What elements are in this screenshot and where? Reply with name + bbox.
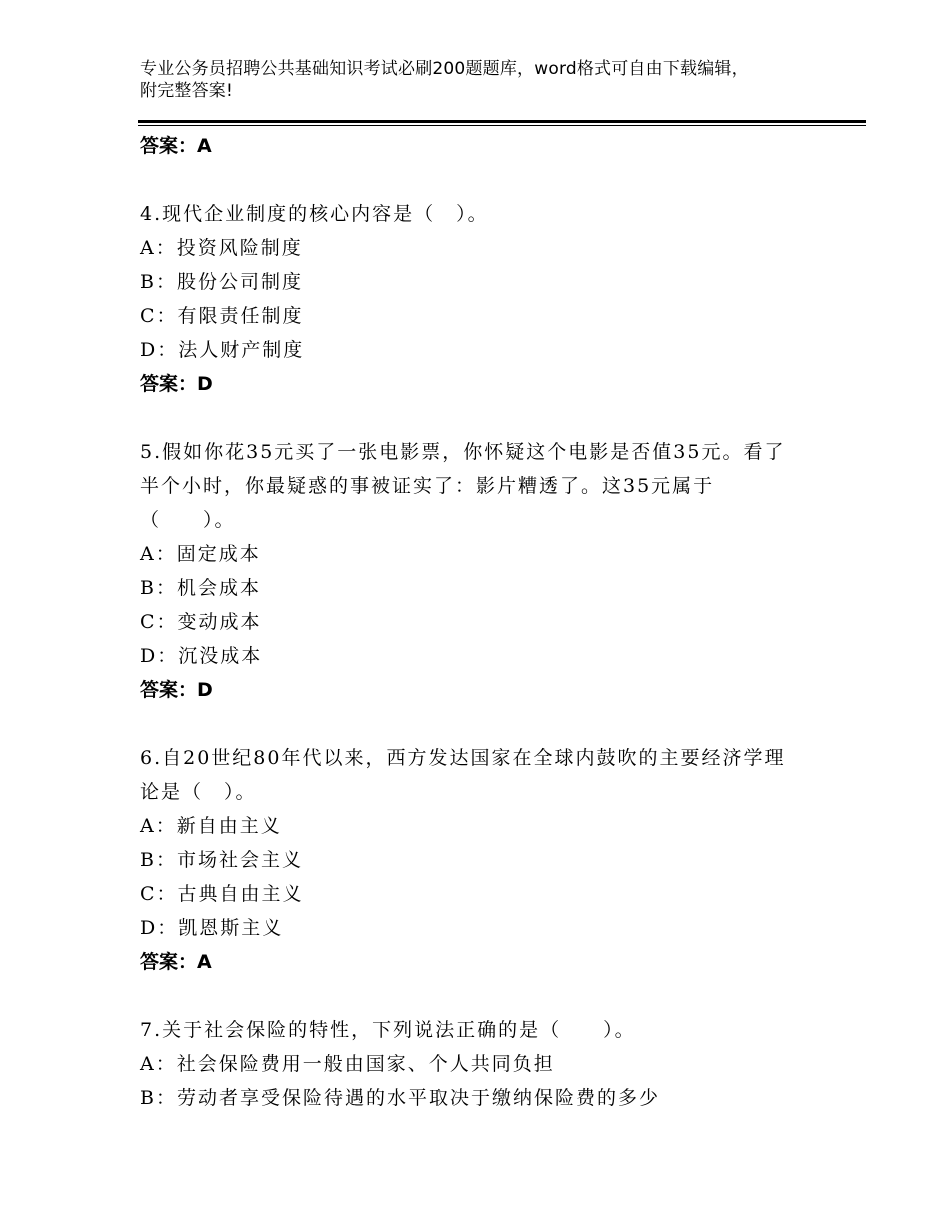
question-7 [140,1013,830,1115]
option-b: B：市场社会主义 [140,849,303,871]
answer: 答案：D [140,679,213,701]
question-list [140,129,830,1115]
option-c: C：变动成本 [140,611,262,633]
spacer [140,401,830,435]
answer: 答案：D [140,373,213,395]
question-stem: 半个小时，你最疑惑的事被证实了：影片糟透了。这35元属于 [140,475,715,497]
option-a: A：投资风险制度 [140,237,303,259]
option-a: A：固定成本 [140,543,261,565]
answer: 答案：A [140,951,212,973]
question-5 [140,435,830,707]
question-stem: 6.自20世纪80年代以来，西方发达国家在全球内鼓吹的主要经济学理 [140,747,786,769]
question-stem: 论是（ ）。 [140,781,257,803]
question-stem: 5.假如你花35元买了一张电影票，你怀疑这个电影是否值35元。看了 [140,441,786,463]
option-d: D：凯恩斯主义 [140,917,284,939]
spacer [140,979,830,1013]
question-stem: 4.现代企业制度的核心内容是（ ）。 [140,203,489,225]
header-line-2: 附完整答案! [140,81,234,101]
header-line-1: 专业公务员招聘公共基础知识考试必刷200题题库，word格式可自由下载编辑， [140,59,749,79]
answer-q3: 答案：A [140,135,212,157]
option-a: A：新自由主义 [140,815,282,837]
header-rule-thick [138,120,866,123]
question-4 [140,197,830,401]
option-d: D：沉没成本 [140,645,263,667]
spacer [140,163,830,197]
option-c: C：有限责任制度 [140,305,304,327]
option-a: A：社会保险费用一般由国家、个人共同负担 [140,1053,555,1075]
question-stem: 7.关于社会保险的特性，下列说法正确的是（ ）。 [140,1019,636,1041]
option-b: B：劳动者享受保险待遇的水平取决于缴纳保险费的多少 [140,1087,660,1109]
option-b: B：股份公司制度 [140,271,303,293]
question-stem: （ ）。 [140,509,236,531]
header-rule-thin [138,125,866,126]
option-b: B：机会成本 [140,577,261,599]
question-6 [140,741,830,979]
spacer [140,707,830,741]
page-header [140,58,820,102]
option-d: D：法人财产制度 [140,339,305,361]
option-c: C：古典自由主义 [140,883,304,905]
